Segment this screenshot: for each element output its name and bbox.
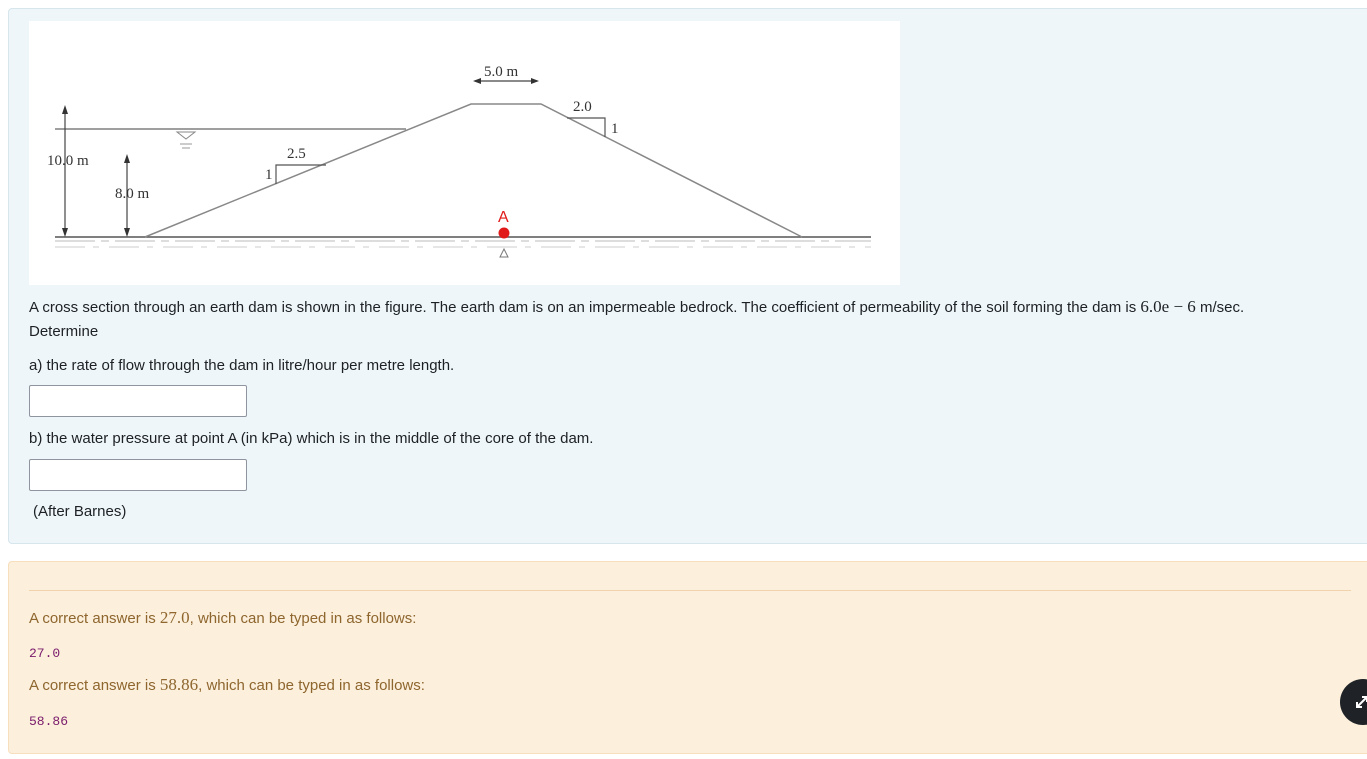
width-arrow-left <box>473 78 481 84</box>
answer-a-input[interactable] <box>29 385 247 417</box>
point-a-label: A <box>498 209 509 226</box>
dam-height-label: 10.0 m <box>47 153 89 169</box>
part-a-prompt: a) the rate of flow through the dam in litre/hour per metre length. <box>29 357 455 374</box>
dam-cross-section-figure <box>29 21 900 285</box>
right-slope-run: 2.0 <box>573 99 592 115</box>
correct-answer-1 <box>29 608 416 628</box>
width-arrow-right <box>531 78 539 84</box>
dam-outline <box>145 104 802 237</box>
determine-text: Determine <box>29 323 99 340</box>
depth-arrow-down <box>124 228 130 237</box>
question-panel <box>8 8 1367 544</box>
correct-answer-suffix: , which can be typed in as follows: <box>198 677 425 694</box>
centerline-marker <box>500 249 508 257</box>
depth-arrow-up <box>124 154 130 163</box>
permeability-value: 6.0e − 6 <box>1140 297 1196 316</box>
source-credit: (After Barnes) <box>33 503 127 520</box>
typed-answer-2: 58.86 <box>29 714 69 729</box>
right-slope-rise: 1 <box>611 121 619 137</box>
part-b-prompt: b) the water pressure at point A (in kPa) which is in the middle of the core of the dam. <box>29 430 594 447</box>
left-slope-run: 2.5 <box>287 146 306 162</box>
correct-answer-prefix: A correct answer is <box>29 677 160 694</box>
left-slope-rise: 1 <box>265 167 273 183</box>
dam-diagram <box>29 21 900 285</box>
question-intro <box>29 294 1367 320</box>
correct-answer-value: 27.0 <box>159 608 190 627</box>
question-intro-text: A cross section through an earth dam is shown in the figure. The earth dam is on an impermeable bedrock. The coefficient of permeability of the soil forming the dam is <box>29 299 1141 316</box>
dimension-arrow-up <box>62 105 68 114</box>
correct-answer-suffix: , which can be typed in as follows: <box>189 610 417 627</box>
correct-answer-2 <box>29 675 425 695</box>
typed-answer-1: 27.0 <box>29 646 61 661</box>
correct-answer-prefix: A correct answer is <box>29 610 160 627</box>
water-depth-label: 8.0 m <box>115 186 150 202</box>
feedback-panel <box>8 561 1367 754</box>
water-level-symbol <box>177 132 195 139</box>
feedback-divider <box>29 590 1351 591</box>
top-width-label: 5.0 m <box>484 64 519 80</box>
expand-arrows-icon <box>1354 694 1367 710</box>
dimension-arrow-down <box>62 228 68 237</box>
answer-b-input[interactable] <box>29 459 247 491</box>
point-a-marker <box>499 228 510 239</box>
correct-answer-value: 58.86 <box>159 675 199 694</box>
question-intro-units: m/sec. <box>1195 299 1245 316</box>
